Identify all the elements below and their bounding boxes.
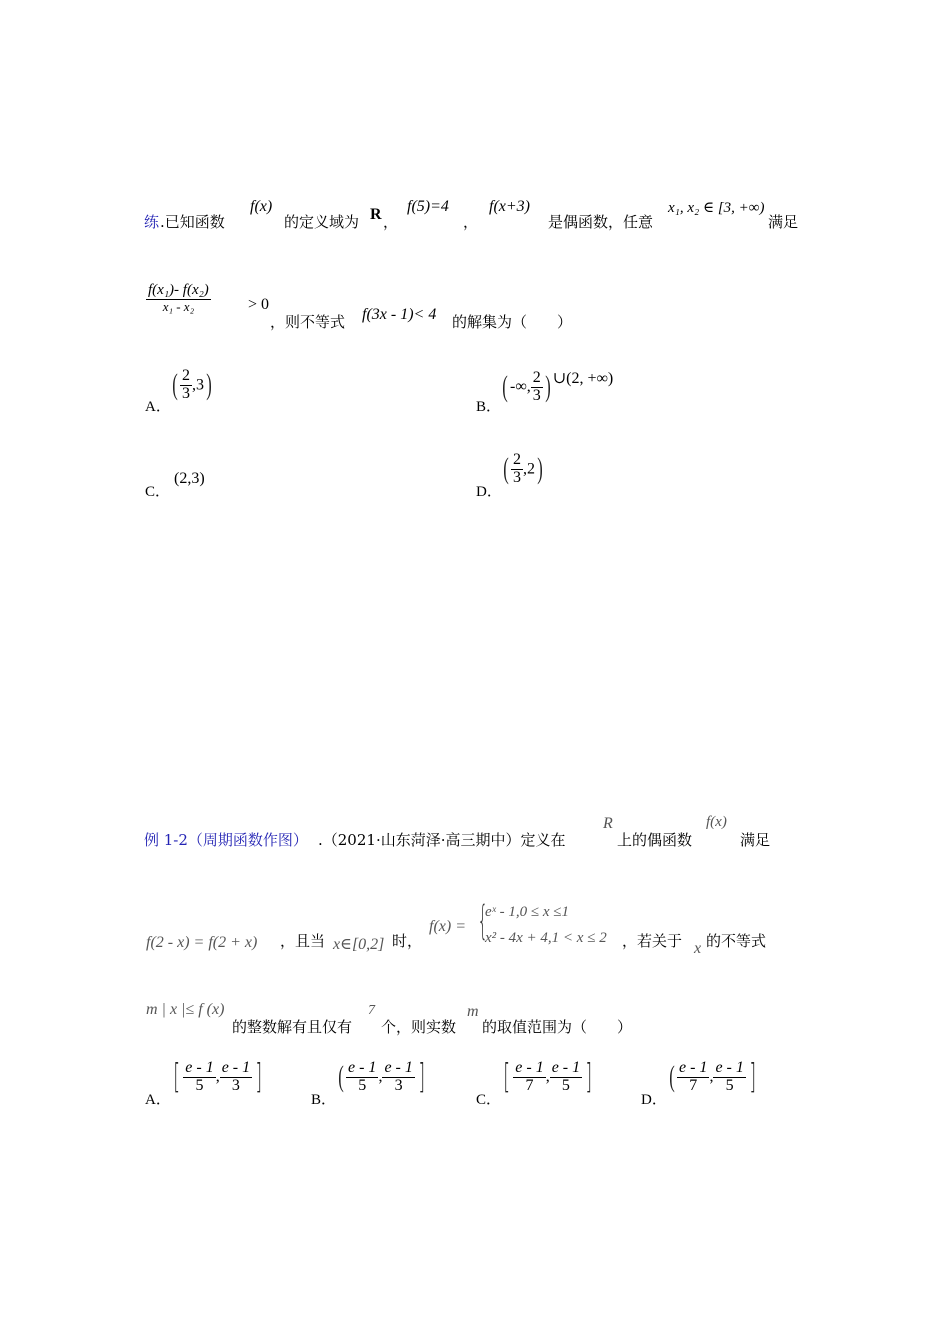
- piecewise-brace: {: [477, 898, 488, 944]
- math-R: R: [603, 815, 613, 832]
- math-ineq: f(3x - 1)< 4: [362, 306, 437, 323]
- text-segment: 的取值范围为（ ）: [482, 1018, 633, 1036]
- math-eq: f(2 - x) = f(2 + x): [146, 934, 258, 951]
- option-label: B．: [311, 1092, 337, 1108]
- fraction-denominator: x₁ - x₂: [162, 298, 195, 314]
- practice-tag: 练: [144, 213, 160, 231]
- math-fxdef: f(x) =: [429, 918, 466, 935]
- option-value: ( $\frac{2}{3}$ ,2): [503, 451, 543, 486]
- math-ineq: m | x |≤ f (x): [146, 1001, 225, 1018]
- text-segment: 的解集为（ ）: [452, 313, 573, 331]
- option-value: ( -∞, $\frac{2}{3}$ ) ∪(2, +∞): [502, 368, 614, 404]
- text-segment: 的定义域为: [284, 213, 360, 231]
- piecewise-case2: x² - 4x + 4,1 < x ≤ 2: [485, 930, 607, 946]
- text-segment: 个，则实数: [381, 1018, 457, 1036]
- text-segment: ，若关于: [622, 932, 683, 950]
- option-label: D．: [476, 484, 502, 500]
- option-value: ( $\frac{2}{3}$ ,3): [172, 367, 212, 402]
- option-label: B．: [476, 399, 502, 415]
- piecewise-case1: eˣ - 1,0 ≤ x ≤1: [485, 904, 570, 920]
- math-fx: f(x): [706, 814, 727, 830]
- option-value: [ $\frac{e - 1}{5}$ , $\frac{e - 1}{3}$ ]: [173, 1057, 263, 1097]
- math-x1x2: x₁, x₂ ∈ [3, +∞): [668, 200, 765, 216]
- option-value: (2,3): [174, 470, 205, 487]
- math-f5: f(5)=4: [407, 198, 449, 215]
- fraction-numerator: f(x₁)- f(x₂): [148, 282, 209, 298]
- math-m: m: [467, 1003, 479, 1020]
- text-segment: ，且当: [280, 932, 326, 950]
- text-segment: .已知函数: [160, 213, 225, 231]
- math-gt0: > 0: [248, 296, 270, 313]
- text-segment: 的整数解有且仅有: [232, 1018, 353, 1036]
- math-x: x: [694, 940, 702, 957]
- math-R: R: [370, 206, 382, 223]
- option-label: C．: [145, 484, 171, 500]
- text-segment: 时，: [392, 932, 423, 950]
- text-segment: ，则不等式: [270, 313, 346, 331]
- text-segment: 满足: [768, 213, 799, 231]
- example-tag: 例 1-2（周期函数作图）: [144, 831, 308, 849]
- text-segment: .（2021·山东菏泽·高三期中）定义在: [318, 831, 566, 849]
- option-label: A．: [145, 1092, 171, 1108]
- option-value: [ $\frac{e - 1}{7}$ , $\frac{e - 1}{5}$ ]: [503, 1057, 593, 1097]
- option-label: D．: [641, 1092, 667, 1108]
- text-segment: 上的偶函数: [617, 831, 693, 849]
- math-seven: 7: [368, 1003, 375, 1018]
- fraction: [146, 283, 211, 313]
- math-fx: f(x): [250, 198, 273, 215]
- text-comma: ，: [383, 213, 399, 231]
- option-value: ( $\frac{e - 1}{5}$ , $\frac{e - 1}{3}$ ]: [338, 1057, 425, 1097]
- text-segment: 是偶函数，任意: [548, 213, 654, 231]
- option-label: C．: [476, 1092, 502, 1108]
- math-domain: x∈[0,2]: [333, 936, 385, 953]
- option-value: ( $\frac{e - 1}{7}$ , $\frac{e - 1}{5}$ ]: [669, 1057, 756, 1097]
- text-comma: ，: [463, 213, 479, 231]
- text-segment: 满足: [740, 831, 771, 849]
- text-segment: 的不等式: [706, 932, 767, 950]
- math-fx3: f(x+3): [489, 198, 530, 215]
- option-label: A．: [145, 399, 171, 415]
